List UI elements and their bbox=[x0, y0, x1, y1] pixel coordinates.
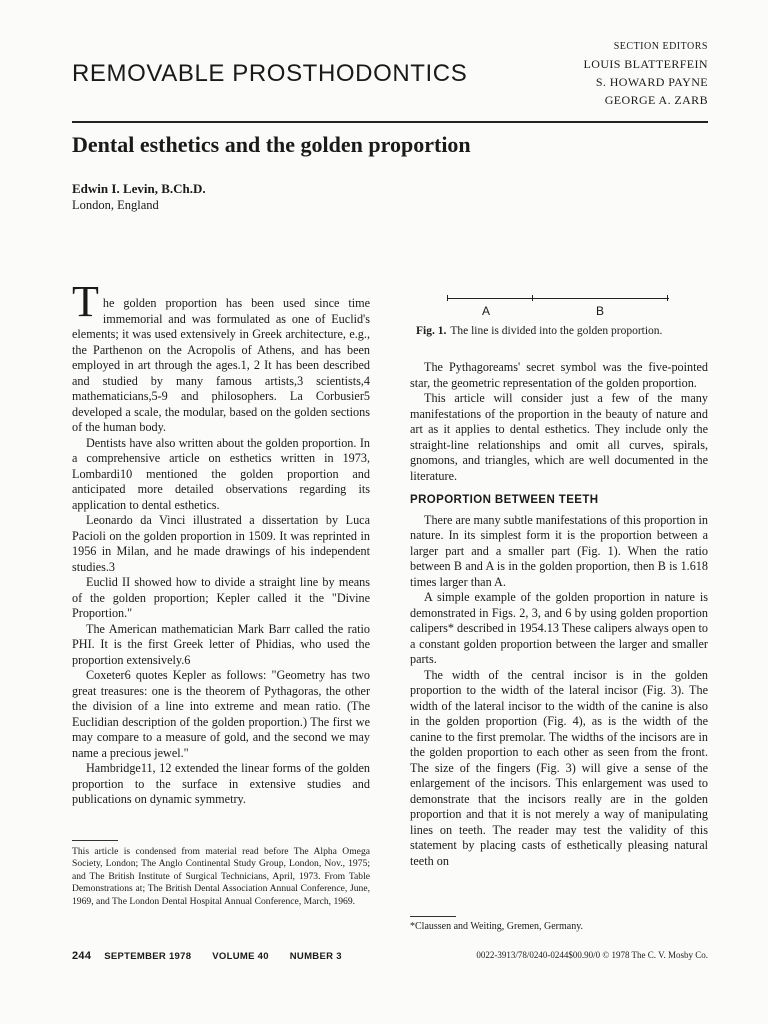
editor-name: GEORGE A. ZARB bbox=[604, 93, 708, 107]
figure-caption-text: The line is divided into the golden proportion. bbox=[450, 325, 663, 337]
golden-proportion-line-figure bbox=[447, 298, 669, 299]
figure-caption bbox=[416, 325, 662, 337]
copyright-line: 0022-3913/78/0240-0244$00.90/0 © 1978 The C. V. Mosby Co. bbox=[476, 950, 708, 960]
line-endpoint-tick bbox=[667, 295, 668, 301]
author-location: London, England bbox=[72, 198, 159, 212]
section-editors-label: SECTION EDITORS bbox=[613, 41, 708, 52]
footnote-right: *Claussen and Weiting, Gremen, Germany. bbox=[410, 921, 584, 932]
section-title: REMOVABLE PROSTHODONTICS bbox=[72, 60, 468, 87]
figure-caption-label: Fig. 1. bbox=[416, 325, 447, 337]
line-endpoint-tick bbox=[447, 295, 448, 301]
body-paragraph: Hambridge11, 12 extended the linear forms of the golden proportion to the surface in extensive studies and publications on dynamic symmetry. bbox=[72, 761, 370, 806]
body-paragraph: The width of the central incisor is in the golden proportion to the width of the lateral incisor (Fig. 3). The width of the lateral incisor to the width of the canine is also in the golden proportion (Fig. 4), as is the width of the canine to the first premolar. The widths of the incisors are in the golden proportion to each other as seen from the front. The size of the fingers (Fig. 3) will give a sense of the enlargement of the incisors. This enlargement was used to demonstrate that the incisors really are in the golden proportion and that it is not merely a way of manipulating lines on teeth. The reader may test the validity of this statement by placing casts of esthetically pleasing natural teeth on bbox=[410, 667, 708, 868]
footnote-divider bbox=[410, 916, 456, 917]
body-paragraph: This article will consider just a few of the many manifestations of the proportion in the beauty of nature and art as it applies to dental esthetics. They include only the straight-line relationships and omit all curves, spirals, gnomons, and triangles, which are well documented in the literature. bbox=[410, 391, 708, 483]
line-division-tick bbox=[532, 295, 533, 301]
body-paragraph: Euclid II showed how to divide a straight line by means of the golden proportion; Kepler called it the "Divine Proportion." bbox=[72, 575, 370, 620]
body-paragraph: Leonardo da Vinci illustrated a dissertation by Luca Pacioli on the golden proportion in 1509. It was reprinted in 1956 in Milan, and he made drawings of his independent studies.3 bbox=[72, 513, 370, 574]
section-editors-list bbox=[584, 55, 708, 109]
volume: VOLUME 40 bbox=[212, 951, 269, 962]
body-paragraph: The American mathematician Mark Barr called the ratio PHI. It is the first Greek letter of Phidias, who used the proportion extensively.6 bbox=[72, 621, 370, 667]
author-name: Edwin I. Levin, B.Ch.D. bbox=[72, 181, 206, 196]
footnote-divider bbox=[72, 840, 118, 841]
issue-number: NUMBER 3 bbox=[289, 951, 342, 962]
editor-name: S. HOWARD PAYNE bbox=[595, 75, 708, 89]
body-paragraph: The Pythagoreams' secret symbol was the five-pointed star, the geometric representation of the golden proportion. bbox=[410, 360, 708, 390]
figure-label-b: B bbox=[596, 304, 605, 318]
issue-date: SEPTEMBER 1978 bbox=[104, 951, 192, 962]
page-number: 244 bbox=[72, 950, 92, 962]
article-title: Dental esthetics and the golden proportion bbox=[72, 132, 471, 157]
left-column bbox=[72, 277, 370, 808]
section-heading: PROPORTION BETWEEN TEETH bbox=[410, 494, 599, 506]
right-column bbox=[410, 360, 708, 869]
header-divider bbox=[72, 121, 708, 123]
body-paragraph: A simple example of the golden proportion in nature is demonstrated in Figs. 2, 3, and 6 by using golden proportion calipers* described in 1954.13 These calipers always open to a constant golden proportion between the larger and smaller parts. bbox=[410, 590, 708, 666]
editor-name: LOUIS BLATTERFEIN bbox=[583, 57, 708, 71]
drop-cap: T bbox=[72, 277, 99, 326]
body-paragraph: There are many subtle manifestations of this proportion in nature. In its simplest form it is the proportion between a larger part and a smaller part (Fig. 1). When the ratio between B and A is in the golden proportion, then B is 1.618 times larger than A. bbox=[410, 512, 708, 589]
body-paragraph: Coxeter6 quotes Kepler as follows: "Geometry has two great treasures: one is the theorem of Pythagoras, the other the division of a line into extreme and mean ratio. (The Euclidian description of the golden proportion.) The first we may compare to a measure of gold, and the second we may name a precious jewel." bbox=[72, 668, 370, 760]
body-paragraph: Dentists have also written about the golden proportion. In a comprehensive article on esthetics written in 1973, Lombardi10 mentioned the golden proportion and anticipated more detailed observations regarding its application to dental esthetics. bbox=[72, 435, 370, 512]
body-paragraph: The golden proportion has been used since time immemorial and was formulated as one of Euclid's elements; it was used extensively in Greek architecture, e.g., the Parthenon on the Acropolis of Athens, and has been employed in art through the ages.1, 2 It has been described and studied by many famous artists,3 scientists,4 mathematicians,5-9 and philosophers. La Corbusier5 developed a scale, the modular, based on the golden sections of the human body. bbox=[72, 277, 370, 434]
footnote-left: This article is condensed from material read before The Alpha Omega Society, London; The Anglo Continental Study Group, London, Nov., 1975; and The British Institute of Surgical Technicians, April, 1973. From Table Demonstrations at; The British Dental Association Annual Conference, June, 1969, and The London Dental Hospital Annual Conference, March, 1969. bbox=[72, 846, 370, 907]
figure-label-a: A bbox=[482, 304, 491, 318]
journal-footer bbox=[72, 950, 360, 962]
